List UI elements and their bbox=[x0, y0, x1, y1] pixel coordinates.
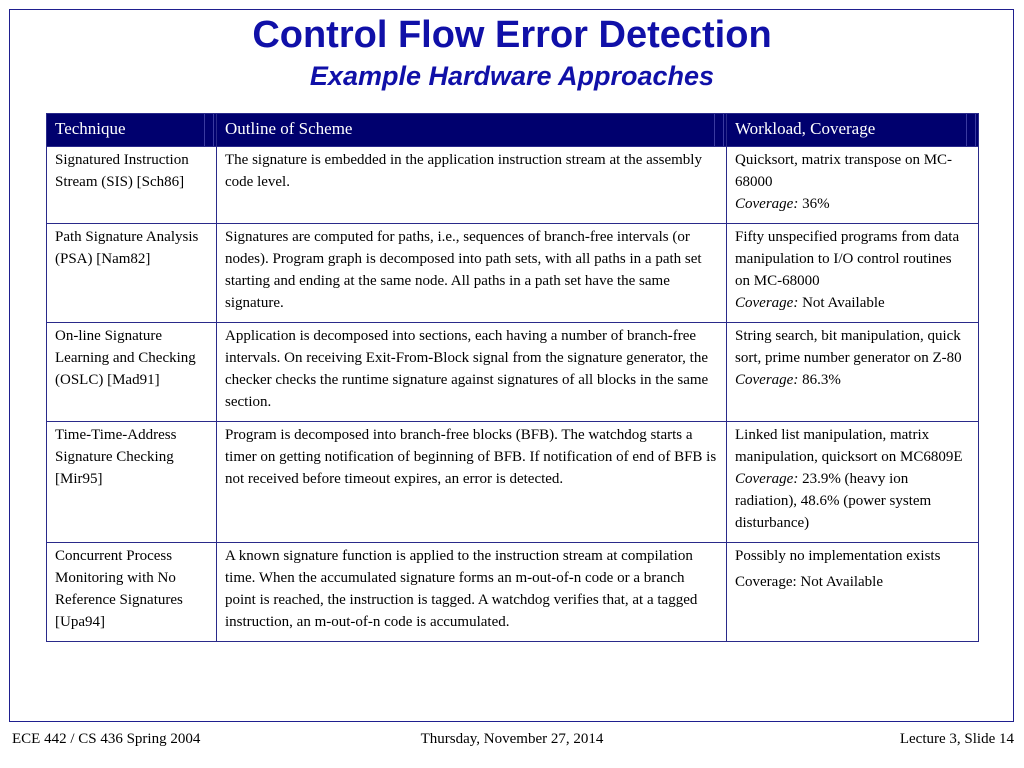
slide-title: Control Flow Error Detection bbox=[252, 14, 772, 56]
coverage-value: 23.9% (heavy ion radiation), 48.6% (power system disturbance) bbox=[735, 471, 932, 531]
coverage-value: 86.3% bbox=[798, 372, 841, 388]
coverage-plain: Coverage: Not Available bbox=[735, 574, 884, 590]
outline-cell: Signatures are computed for paths, i.e., sequences of branch-free intervals (or nodes). Program graph is decomposed into path sets, with all paths in a path set starting and ending at the same node. All paths in a path set have the same signature. bbox=[217, 224, 727, 323]
footer-slide-number: Lecture 3, Slide 14 bbox=[899, 731, 1014, 747]
coverage-value: 36% bbox=[798, 196, 830, 212]
workload-cell bbox=[727, 422, 979, 543]
workload-text: Quicksort, matrix transpose on MC-68000 bbox=[735, 152, 953, 190]
outline-cell: A known signature function is applied to the instruction stream at compilation time. When the accumulated signature forms an m-out-of-n code or a branch point is reached, the instruction is tagged. A watchdog verifies that, at a tagged instruction, an m-out-of-n code is accumulated. bbox=[217, 543, 727, 642]
table-row bbox=[47, 422, 979, 543]
workload-text: String search, bit manipulation, quick sort, prime number generator on Z-80 bbox=[735, 328, 962, 366]
technique-cell: Time-Time-Address Signature Checking [Mir95] bbox=[47, 422, 217, 543]
coverage-label: Coverage: bbox=[735, 295, 799, 311]
workload-cell bbox=[727, 147, 979, 224]
workload-cell bbox=[727, 323, 979, 422]
workload-text: Linked list manipulation, matrix manipulation, quicksort on MC6809E bbox=[735, 427, 963, 465]
footer-course: ECE 442 / CS 436 Spring 2004 bbox=[12, 731, 201, 747]
workload-cell bbox=[727, 224, 979, 323]
header-outline: Outline of Scheme bbox=[217, 114, 727, 147]
slide-subtitle: Example Hardware Approaches bbox=[309, 61, 715, 91]
coverage-label: Coverage: bbox=[735, 471, 799, 487]
technique-cell: On-line Signature Learning and Checking (OSLC) [Mad91] bbox=[47, 323, 217, 422]
outline-cell: The signature is embedded in the application instruction stream at the assembly code level. bbox=[217, 147, 727, 224]
outline-cell: Application is decomposed into sections, each having a number of branch-free intervals. On receiving Exit-From-Block signal from the signature generator, the checker checks the runtime signature against signatures of all blocks in the same section. bbox=[217, 323, 727, 422]
table-row bbox=[47, 147, 979, 224]
coverage-value: Not Available bbox=[798, 295, 885, 311]
table-row bbox=[47, 323, 979, 422]
footer-date: Thursday, November 27, 2014 bbox=[420, 731, 604, 747]
technique-cell: Path Signature Analysis (PSA) [Nam82] bbox=[47, 224, 217, 323]
workload-cell bbox=[727, 543, 979, 642]
coverage-label: Coverage: bbox=[735, 196, 799, 212]
technique-cell: Signatured Instruction Stream (SIS) [Sch86] bbox=[47, 147, 217, 224]
techniques-table bbox=[46, 113, 979, 642]
coverage-label: Coverage: bbox=[735, 372, 799, 388]
table-header-row bbox=[47, 114, 979, 147]
header-workload-coverage: Workload, Coverage bbox=[727, 114, 979, 147]
header-technique: Technique bbox=[47, 114, 217, 147]
workload-text: Possibly no implementation exists bbox=[735, 548, 941, 564]
technique-cell: Concurrent Process Monitoring with No Reference Signatures [Upa94] bbox=[47, 543, 217, 642]
table-row bbox=[47, 224, 979, 323]
table-row bbox=[47, 543, 979, 642]
outline-cell: Program is decomposed into branch-free blocks (BFB). The watchdog starts a timer on getting notification of beginning of BFB. If notification of end of BFB is not received before timeout expires, an error is detected. bbox=[217, 422, 727, 543]
workload-text: Fifty unspecified programs from data manipulation to I/O control routines on MC-68000 bbox=[735, 229, 960, 289]
